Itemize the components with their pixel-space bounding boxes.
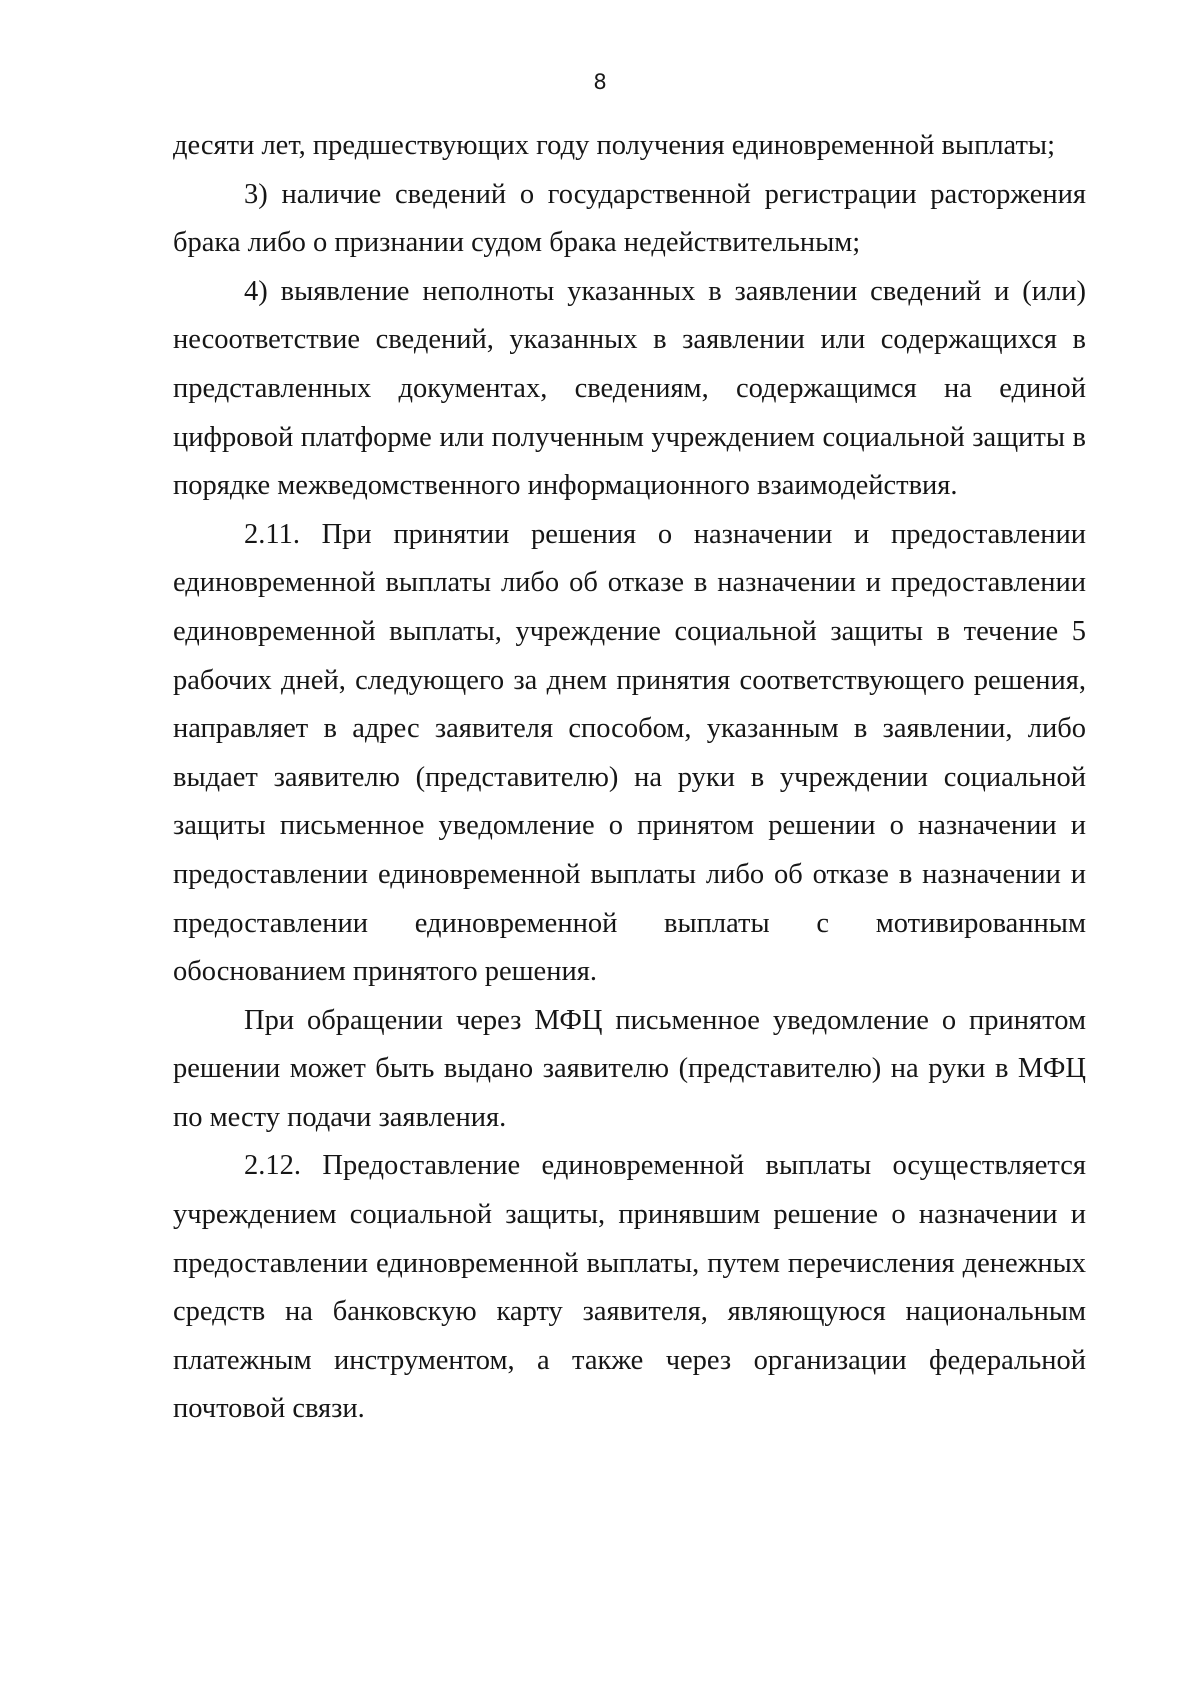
document-body: [173, 122, 1086, 1434]
paragraph-2-12: 2.12. Предоставление единовременной выплаты осуществляется учреждением социальной защиты, принявшим решение о назначении и предоставлении единовременной выплаты, путем перечисления денежных средств на банковскую карту заявителя, являющуюся национальным платежным инструментом, а также через организации федеральной почтовой связи.: [173, 1150, 1086, 1425]
paragraph-item-3: 3) наличие сведений о государственной регистрации расторжения брака либо о признании судом брака недействительным;: [173, 178, 1086, 259]
paragraph-2-11: 2.11. При принятии решения о назначении и предоставлении единовременной выплаты либо об отказе в назначении и предоставлении единовременной выплаты, учреждение социальной защиты в течение 5 рабочих дней, следующего за днем принятия соответствующего решения, направляет в адрес заявителя способом, указанным в заявлении, либо выдает заявителю (представителю) на руки в учреждении социальной защиты письменное уведомление о принятом решении о назначении и предоставлении единовременной выплаты либо об отказе в назначении и предоставлении единовременной выплаты с мотивированным обоснованием принятого решения.: [173, 518, 1086, 988]
paragraph-continuation: десяти лет, предшествующих году получения единовременной выплаты;: [173, 130, 1055, 161]
paragraph-mfc-notice: При обращении через МФЦ письменное уведомление о принятом решении может быть выдано заявителю (представителю) на руки в МФЦ по месту подачи заявления.: [173, 1004, 1086, 1133]
page-number: 8: [593, 70, 607, 94]
paragraph-item-4: 4) выявление неполноты указанных в заявлении сведений и (или) несоответствие сведений, указанных в заявлении или содержащихся в представленных документах, сведениям, содержащимся на единой цифровой платформе или полученным учреждением социальной защиты в порядке межведомственного информационного взаимодействия.: [173, 275, 1086, 502]
